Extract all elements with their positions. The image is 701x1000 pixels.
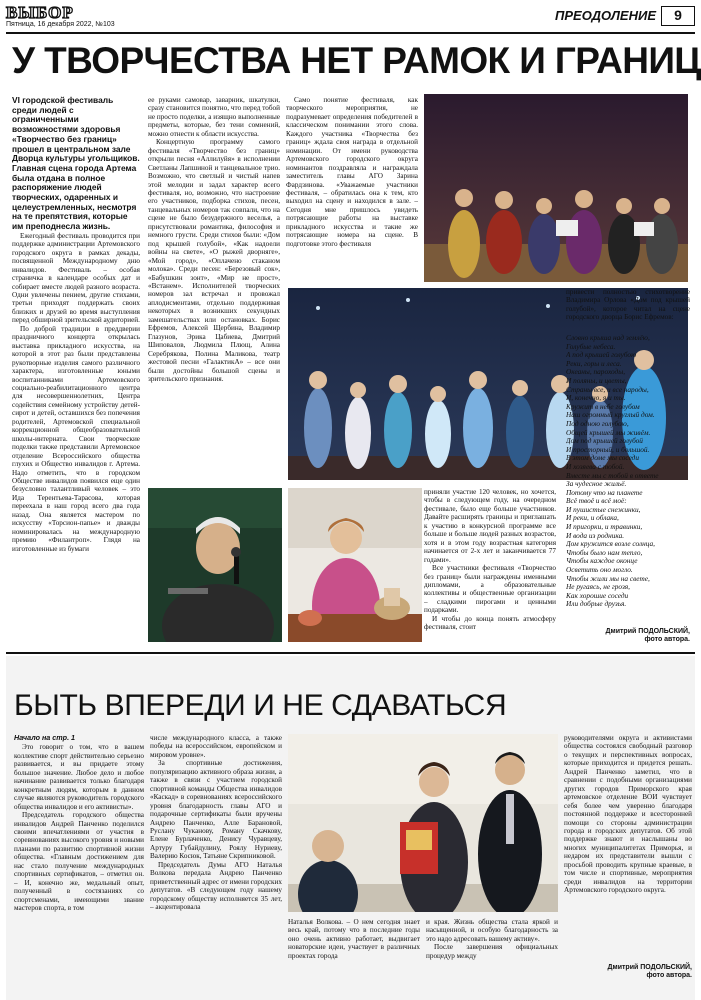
poem (566, 334, 690, 624)
poem-line: И просторный, и большой. (566, 444, 650, 454)
paragraph: Наталья Волкова. – О нем сегодня знает весь край, потому что в последние годы оно очень активно работает, выдвигает новаторские идеи, участвует в различных проектах города (288, 918, 420, 960)
article-2-column-4 (426, 918, 558, 996)
paragraph: числе международного класса, а также победы на всероссийском, европейском и мировом уровне». (150, 734, 282, 759)
paragraph: Ежегодный фестиваль проводится при поддержке администрации Артемовского городского округа в рамках декады, посвященной Международному дню инвалидов. Фестиваль – особая страничка в календаре особых дат и собирает вместе людей разного возраста. Одни увлечены пением, другие стихами, третьи приходят поддержать своих близких и друзей во время выступления перед обширной зрительской аудиторией. (12, 231, 140, 325)
poem-line: И вода из родника. (566, 530, 625, 540)
paragraph: Это говорит о том, что в вашем коллективе спорт действительно серьезно развивается, и вы придаете этому большое значение. Любое дело и любое начинание развивается только благодаря конкретным людям, которым в данном случае являются руководитель городского общества инвалидов и его активисты». (14, 743, 144, 811)
article-2-column-5 (564, 734, 692, 960)
poem-line: Или добрые друзья. (566, 599, 627, 609)
paragraph: И чтобы до конца понять атмосферу фестиваля, стоит (424, 614, 556, 632)
photo-award-ceremony (424, 94, 688, 282)
poem-line: Страны все, и все народы, (566, 384, 649, 394)
article-lead: VI городской фестиваль среди людей с ограниченными возможностями здоровья «Творчество без границ» прошел в центральном зале Дворца культуры угольщиков. Главная сцена города Артема была отдана в полное распоряжение людей творческих, одаренных и целеустремленных, несмотря на те препятствия, которые им преподнесла жизнь. (12, 96, 140, 232)
photo-woman-with-crafts (288, 488, 422, 642)
credit-role: фото автора. (646, 972, 692, 979)
article-2-column-1 (14, 734, 144, 996)
poem-line: Реки, горы и леса. (566, 358, 622, 368)
newspaper-name: ВЫБОР (6, 3, 74, 22)
poem-line: Не ругаясь, не грозя, (566, 582, 631, 592)
photo-officials (288, 734, 558, 912)
paragraph: Председатель Думы АГО Наталья Волкова передала Андрею Панченко приветственный адрес от имени городских депутатов. «В следующем году нашему городскому обществу исполняется 35 лет, – акцентировала (150, 860, 282, 912)
poem-line: Дом под крышей голубой (566, 436, 643, 446)
poem-line: Как хорошие соседи (566, 590, 629, 600)
masthead-rule (6, 32, 695, 34)
poem-line: Всё твоё и всё моё: (566, 496, 627, 506)
poem-line: И хозяева с тобой. (566, 461, 625, 471)
poem-line: За чудесное жильё. (566, 479, 627, 489)
poem-line: В этом доме мы соседи (566, 453, 639, 463)
paragraph: приняли участие 120 человек, но хочется, чтобы в следующем году, на очередном фестивале, было еще больше участников. Давайте расширять границы и приглашать к участию в конкурсной программе все больше и больше людей разных возрастов, хотя и в этом году возрастная категория начинается от 2-х лет и заканчивается 77 годами». (424, 488, 556, 564)
continued-note: Начало на стр. 1 (14, 734, 76, 742)
poem-line: А под крышей голубою (566, 350, 637, 360)
paragraph: После завершения официальных процедур между (426, 943, 558, 960)
poem-line: Дом кружится возле солнца, (566, 539, 655, 549)
credit-author: Дмитрий ПОДОЛЬСКИЙ, (607, 964, 692, 971)
article-2-column-2 (150, 734, 282, 996)
poem-line: Голубые небеса. (566, 341, 616, 351)
poem-line: Чтобы каждое оконце (566, 556, 638, 566)
poem-line: И, конечно, я и ты. (566, 393, 626, 403)
poem-line: Вместе мы с тобой в ответе (566, 470, 659, 480)
section-rule (6, 652, 695, 654)
paragraph: По доброй традиции в преддверии праздничного концерта открылась выставка прикладного искусства, на которой в этот раз были представлены рукотворные изделия самого различного характера, изготовленные юными воспитанниками Артемовского социально-реабилитационного центра для несовершеннолетних, Центра содействия семейному устройству детей-сирот и детей, оставшихся без попечения родителей, Артемовской специальной коррекционной общеобразовательной школы-интерната. Свои творческие поделки также представили Артемовское отделение Всероссийского общества глухих и Общество инвалидов г. Артема. Надо отметить, что в городском Обществе инвалидов появился еще один безусловно талантливый человек – это Ида Терентьева-Тарасова, которая переехала в наш город всего два года назад. Она является мастером по искусству «Торсион-папье» и дважды номинировалась на международную премию «Филантроп». Глядя на изготовленные из бумаги (12, 324, 140, 553)
paragraph: Все участники фестиваля «Творчество без границ» были награждены именными дипломами, а образовательные коллективы и общественные организации – сладкими пирогами и ценными подарками. (424, 564, 556, 615)
poem-line: И пригорки, и травинки, (566, 522, 643, 532)
poem-line: Кружит в небе голубом (566, 401, 640, 411)
paragraph: ее руками самовар, заварник, шкатулки, сразу становится понятно, что перед тобой не просто поделки, а изящно выполненные предметы, которые, без тени сомнений, можно отнести к области искусства. (148, 96, 280, 138)
credit-role: фото автора. (644, 636, 690, 643)
poem-line: Чтобы жили мы на свете, (566, 573, 650, 583)
poem-line: И пушистые снежинки, (566, 504, 641, 514)
section-title: ПРЕОДОЛЕНИЕ (555, 8, 656, 23)
poem-line: Осветить оно могло. (566, 565, 633, 575)
article-2-title: БЫТЬ ВПЕРЕДИ И НЕ СДАВАТЬСЯ (14, 689, 507, 722)
paragraph: Концертную программу самого фестиваля «Творчество без границ» открыли песня «Аллилуйя» в исполнении Светланы Лапшиной и танцевальное трио. Возможно, что светлый и чистый напев этой мелодии и задал характер всего фестиваля, но, возможно, что настроение его участников, подборка стихов, песен, танцевальных номеров так совпали, что на сцене не было безудержного веселья, а присутствовали романтика, философия и немного грусти. Среди стихов были: «Дом под крышей голубой», «Как надоели войны на свете», «О рыжей дворняге», «Мой город», «Оплачено стаканом молока». Среди песен: «Березовый сок», «Бабушкин зонт», «Мир не прост», «Встанем». Исполнителей творческих номеров зал встречал и провожал аплодисментами, отдельно поддерживая некоторых в возникших секундных замешательствах или остановках. Борис Ефремов, Алексей Щербина, Владимир Глазунов, Эрика Цабиева, Дмитрий Шиповалов, Людмила Плющ, Алина Серебрякова, Полина Маликова, театр жестовой песни «ГалактикА» – все они были достойны большой сцены и зрительского признания. (148, 138, 280, 383)
poem-line: Потому что на планете (566, 487, 643, 497)
article-column-3 (286, 96, 418, 282)
article-column-1 (12, 96, 140, 644)
poem-line: Чтобы было нам тепло, (566, 547, 643, 557)
article-column-4 (424, 488, 556, 644)
article-title: У ТВОРЧЕСТВА НЕТ РАМОК И ГРАНИЦ (12, 40, 701, 81)
poem-line: И поляны, и цветы, (566, 375, 627, 385)
photo-credit (566, 628, 690, 644)
poem-line: Под одною голубою, (566, 418, 629, 428)
poem-line: И реки, и облака, (566, 513, 619, 523)
poem-line: Океаны, пароходы, (566, 367, 626, 377)
photo-man-with-microphone (148, 488, 282, 642)
paragraph: руководителями округа и активистами общества состоялся свободный разговор о текущих и перспективных вопросах, которые приходится и придется решать. Андрей Панченко заметил, что в сравнении с подобными организациями других городов Приморского края артемовское отделение ВОИ чувствует себя более чем уверенно благодаря постоянной поддержке и всесторонней помощи со стороны администрации города и городских депутатов. Об этой поддержке знают и наслышаны во многих муниципалитетах Приморья, и недаром их представители вышли с просьбой проводить крупные краевые, в том числе и спортивные, мероприятия среди инвалидов на территории Артемовского городского округа. (564, 734, 692, 895)
paragraph: привести полностью стихотворение Владимира Орлова «Дом под крышей голубой», которое читал на сцене городского дворца Борис Ефремов: (566, 288, 690, 322)
paragraph: Само понятие фестиваля, как творческого мероприятия, не подразумевает определения победителей в классическом понимании этого слова. Каждого участника «Творчества без границ» ждала своя награда в отдельной номинации. От имени руководства Артемовского городского округа номинантов поздравляла и награждала заместитель главы АГО Зарина Фардзинова. «Уважаемые участники фестиваля, – обратилась она к тем, кто выходил на сцену и находился в зале. – Сегодня мне пришлось увидеть потрясающие работы на выставке прикладного искусства и такие же потрясающие номера на сцене. В подготовке этого фестиваля (286, 96, 418, 248)
masthead (6, 4, 695, 30)
poem-line: Наш огромный круглый дом. (566, 410, 655, 420)
credit-author: Дмитрий ПОДОЛЬСКИЙ, (605, 628, 690, 635)
article-column-5 (566, 288, 690, 330)
article-column-2 (148, 96, 280, 480)
issue-date: Пятница, 16 декабря 2022, №103 (6, 21, 115, 28)
article-2-photo-credit (564, 964, 692, 980)
poem-line: Словно крыша над землёю, (566, 334, 650, 342)
paragraph: и края. Жизнь общества стала яркой и насыщенной, и особую благодарность за это надо адресовать вашему активу». (426, 918, 558, 943)
paragraph: Председатель городского общества инвалидов Андрей Панченко поделился своими впечатлениями от участия в соревнованиях высокого уровня и новыми планами по развитию спортивной жизни общества. «Главным достижением для нас стало получение международных спортивных сертификатов, – отметил он. – И, конечно же, медальный опыт, полученный в состязаниях со спортсменами, имеющими звание мастеров спорта, в том (14, 811, 144, 913)
article-2-column-3 (288, 918, 420, 996)
paragraph: За спортивные достижения, популяризацию активного образа жизни, а также в связи с участием городской спортивной команды Общества инвалидов «Каскад» в соревнованиях всероссийского уровня благодарность главы АГО и подарочные сертификаты были вручены Андрею Панченко, Алле Барановой, Руслану Чуканову, Роману Скачкову, Елене Бурлаченко, Денису Чуравцеву, Артуру Губайдулину, Роялу Нуриеву, Валерию Косюк, Татьяне Скрипниковой. (150, 759, 282, 861)
page-number: 9 (661, 6, 695, 26)
poem-line: Общей крышей мы живём. (566, 427, 651, 437)
